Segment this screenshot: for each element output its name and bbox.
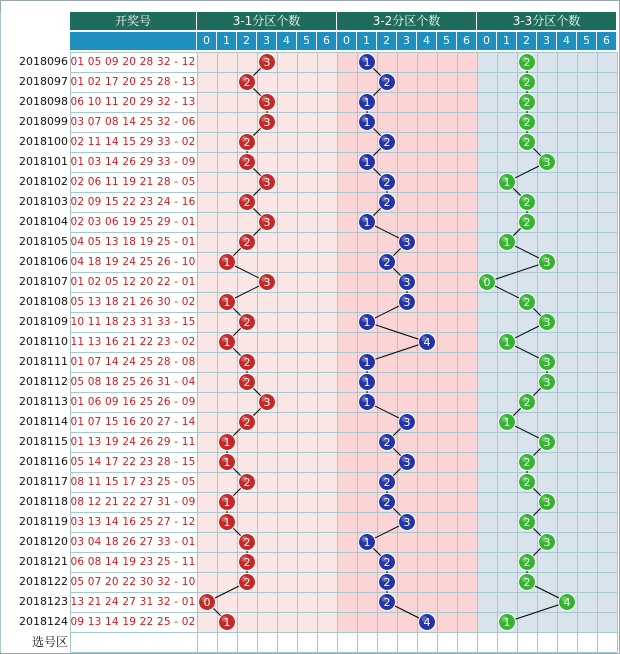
- ball-value: 2: [383, 136, 391, 149]
- zone3-ball: [519, 114, 536, 131]
- ball-value: 2: [383, 196, 391, 209]
- ball-value: 3: [543, 436, 551, 449]
- zone2-ball: [359, 54, 376, 71]
- ball-value: 2: [523, 76, 531, 89]
- zone1-ball: [239, 194, 256, 211]
- ball-value: 3: [403, 516, 411, 529]
- zone3-ball: [519, 214, 536, 231]
- zone3-ball: [499, 334, 516, 351]
- ball-value: 3: [543, 256, 551, 269]
- zone3-digit-header-1: 1: [497, 32, 517, 50]
- ball-value: 2: [523, 116, 531, 129]
- zone2-ball: [359, 114, 376, 131]
- period-label: 2018113: [19, 395, 68, 408]
- zone1-ball: [239, 414, 256, 431]
- period-label: 2018123: [19, 595, 68, 608]
- ball-value: 4: [423, 336, 431, 349]
- ball-value: 2: [243, 376, 251, 389]
- zone3-digit-header-3: 3: [537, 32, 557, 50]
- draw-numbers: 01 02 05 12 20 22 - 01: [70, 276, 196, 288]
- zone2-ball: [359, 214, 376, 231]
- period-label: 2018106: [19, 255, 68, 268]
- period-label: 2018099: [19, 115, 68, 128]
- ball-value: 2: [523, 196, 531, 209]
- zone1-ball: [219, 454, 236, 471]
- zone2-digit-header-5: 5: [437, 32, 457, 50]
- draw-numbers: 05 08 18 25 26 31 - 04: [70, 376, 196, 388]
- ball-value: 2: [243, 416, 251, 429]
- zone2-ball: [399, 234, 416, 251]
- ball-value: 3: [403, 456, 411, 469]
- ball-value: 3: [263, 56, 271, 69]
- period-label: 2018101: [19, 155, 68, 168]
- period-label: 2018116: [19, 455, 68, 468]
- ball-value: 2: [523, 96, 531, 109]
- ball-value: 1: [363, 316, 371, 329]
- zone1-ball: [219, 254, 236, 271]
- zone3-ball: [499, 234, 516, 251]
- zone1-ball: [219, 614, 236, 631]
- ball-value: 3: [263, 96, 271, 109]
- period-label: 2018124: [19, 615, 68, 628]
- ball-value: 1: [223, 336, 231, 349]
- zone3-ball: [539, 374, 556, 391]
- zone3-header: 3-3分区个数: [477, 12, 617, 30]
- draw-numbers: 11 13 16 21 22 23 - 02: [70, 336, 196, 348]
- draw-numbers: 01 07 15 16 20 27 - 14: [70, 416, 196, 428]
- period-label: 2018112: [19, 375, 68, 388]
- zone1-ball: [219, 434, 236, 451]
- zone2-ball: [379, 134, 396, 151]
- zone1-ball: [219, 334, 236, 351]
- zone1-ball: [259, 94, 276, 111]
- ball-value: 1: [503, 616, 511, 629]
- ball-value: 2: [383, 176, 391, 189]
- zone1-ball: [259, 274, 276, 291]
- ball-value: 1: [223, 436, 231, 449]
- zone2-ball: [399, 414, 416, 431]
- ball-value: 3: [403, 236, 411, 249]
- zone2-digit-header-4: 4: [417, 32, 437, 50]
- period-label: 2018120: [19, 535, 68, 548]
- zone1-ball: [239, 74, 256, 91]
- zone3-ball: [519, 54, 536, 71]
- draw-numbers: 02 09 15 22 23 24 - 16: [70, 196, 196, 208]
- ball-value: 2: [243, 536, 251, 549]
- period-label: 2018103: [19, 195, 68, 208]
- draw-numbers: 04 05 13 18 19 25 - 01: [70, 236, 196, 248]
- ball-value: 3: [403, 416, 411, 429]
- ball-value: 3: [543, 536, 551, 549]
- draw-numbers: 06 08 14 19 23 25 - 11: [70, 556, 196, 568]
- zone3-ball: [499, 414, 516, 431]
- zone3-ball: [519, 94, 536, 111]
- ball-value: 2: [243, 196, 251, 209]
- period-label: 2018121: [19, 555, 68, 568]
- zone1-ball: [219, 514, 236, 531]
- zone1-ball: [199, 594, 216, 611]
- ball-value: 3: [403, 296, 411, 309]
- zone3-digit-header-2: 2: [517, 32, 537, 50]
- zone2-ball: [379, 194, 396, 211]
- zone2-ball: [419, 614, 436, 631]
- zone3-digit-header-4: 4: [557, 32, 577, 50]
- zone1-ball: [239, 314, 256, 331]
- zone3-ball: [539, 154, 556, 171]
- draw-numbers: 08 12 21 22 27 31 - 09: [70, 496, 196, 508]
- zone1-ball: [259, 214, 276, 231]
- period-label: 2018115: [19, 435, 68, 448]
- draw-numbers: 04 18 19 24 25 26 - 10: [70, 256, 196, 268]
- zone2-ball: [359, 94, 376, 111]
- zone1-digit-header-5: 5: [297, 32, 317, 50]
- ball-value: 2: [243, 136, 251, 149]
- ball-value: 2: [383, 76, 391, 89]
- zone1-ball: [239, 554, 256, 571]
- zone1-ball: [219, 294, 236, 311]
- select-area-label: 选号区: [31, 635, 68, 649]
- zone1-ball: [219, 494, 236, 511]
- zone3-ball: [499, 174, 516, 191]
- draw-numbers: 01 02 17 20 25 28 - 13: [70, 76, 196, 88]
- zone1-header: 3-1分区个数: [197, 12, 337, 30]
- ball-value: 1: [363, 216, 371, 229]
- zone2-ball: [379, 254, 396, 271]
- zone1-ball: [239, 134, 256, 151]
- ball-value: 2: [523, 476, 531, 489]
- zone3-ball: [519, 294, 536, 311]
- draw-numbers: 01 05 09 20 28 32 - 12: [70, 56, 196, 68]
- zone1-digit-header-3: 3: [257, 32, 277, 50]
- zone3-ball: [539, 434, 556, 451]
- ball-value: 1: [363, 396, 371, 409]
- zone2-ball: [379, 554, 396, 571]
- zone3-ball: [519, 574, 536, 591]
- period-label: 2018111: [19, 355, 68, 368]
- zone3-ball: [519, 194, 536, 211]
- zone1-ball: [239, 574, 256, 591]
- ball-value: 1: [363, 376, 371, 389]
- zone2-ball: [359, 314, 376, 331]
- zone2-ball: [359, 394, 376, 411]
- zone1-ball: [239, 154, 256, 171]
- ball-value: 2: [523, 216, 531, 229]
- zone3-ball: [559, 594, 576, 611]
- ball-value: 1: [363, 356, 371, 369]
- period-label: 2018110: [19, 335, 68, 348]
- ball-value: 4: [563, 596, 571, 609]
- zone3-ball: [519, 394, 536, 411]
- draw-numbers: 03 13 14 16 25 27 - 12: [70, 516, 196, 528]
- zone2-digit-header-6: 6: [457, 32, 477, 50]
- zone3-ball: [519, 514, 536, 531]
- ball-value: 3: [543, 376, 551, 389]
- period-label: 2018100: [19, 135, 68, 148]
- ball-value: 4: [423, 616, 431, 629]
- zone2-digit-header-3: 3: [397, 32, 417, 50]
- zone3-ball: [519, 134, 536, 151]
- zone2-ball: [379, 574, 396, 591]
- ball-value: 3: [543, 356, 551, 369]
- period-label: 2018102: [19, 175, 68, 188]
- ball-value: 2: [523, 396, 531, 409]
- ball-value: 2: [383, 576, 391, 589]
- draw-numbers: 03 07 08 14 25 32 - 06: [70, 116, 196, 128]
- ball-value: 1: [363, 156, 371, 169]
- ball-value: 0: [483, 276, 491, 289]
- zone3-digit-header-0: 0: [477, 32, 497, 50]
- zone1-ball: [259, 174, 276, 191]
- ball-value: 2: [243, 156, 251, 169]
- zone1-digit-header-4: 4: [277, 32, 297, 50]
- ball-value: 2: [243, 236, 251, 249]
- ball-value: 3: [263, 396, 271, 409]
- ball-value: 1: [503, 236, 511, 249]
- zone3-ball: [519, 554, 536, 571]
- zone3-ball: [539, 494, 556, 511]
- draw-numbers: 01 06 09 16 25 26 - 09: [70, 396, 196, 408]
- zone2-ball: [399, 454, 416, 471]
- draw-numbers: 08 11 15 17 23 25 - 05: [70, 476, 196, 488]
- zone1-digit-header-0: 0: [197, 32, 217, 50]
- zone3-digit-header-6: 6: [597, 32, 617, 50]
- ball-value: 1: [223, 296, 231, 309]
- ball-value: 2: [243, 76, 251, 89]
- period-label: 2018114: [19, 415, 68, 428]
- ball-value: 3: [263, 116, 271, 129]
- ball-value: 2: [523, 56, 531, 69]
- ball-value: 2: [243, 576, 251, 589]
- zone2-ball: [379, 474, 396, 491]
- zone2-ball: [399, 514, 416, 531]
- zone2-ball: [379, 494, 396, 511]
- zone3-ball: [519, 454, 536, 471]
- ball-value: 1: [503, 176, 511, 189]
- ball-value: 1: [363, 536, 371, 549]
- zone2-ball: [359, 374, 376, 391]
- draw-numbers: 01 13 19 24 26 29 - 11: [70, 436, 196, 448]
- period-label: 2018104: [19, 215, 68, 228]
- draw-number-header: 开奖号: [70, 12, 197, 30]
- zone3-ball: [519, 74, 536, 91]
- period-label: 2018098: [19, 95, 68, 108]
- ball-value: 1: [363, 56, 371, 69]
- ball-value: 2: [523, 136, 531, 149]
- draw-numbers: 02 06 11 19 21 28 - 05: [70, 176, 196, 188]
- zone2-ball: [399, 274, 416, 291]
- draw-numbers: 02 11 14 15 29 33 - 02: [70, 136, 196, 148]
- draw-numbers: 09 13 14 19 22 25 - 02: [70, 616, 196, 628]
- zone3-ball: [539, 254, 556, 271]
- ball-value: 2: [243, 356, 251, 369]
- ball-value: 3: [543, 316, 551, 329]
- ball-value: 1: [223, 616, 231, 629]
- ball-value: 2: [383, 556, 391, 569]
- ball-value: 2: [523, 516, 531, 529]
- draw-numbers: 02 03 06 19 25 29 - 01: [70, 216, 196, 228]
- ball-value: 1: [363, 116, 371, 129]
- draw-numbers: 03 04 18 26 27 33 - 01: [70, 536, 196, 548]
- draw-numbers: 06 10 11 20 29 32 - 13: [70, 96, 196, 108]
- ball-value: 1: [223, 256, 231, 269]
- ball-value: 1: [503, 336, 511, 349]
- ball-value: 2: [523, 556, 531, 569]
- zone2-header: 3-2分区个数: [337, 12, 477, 30]
- zone3-ball: [499, 614, 516, 631]
- zone2-ball: [359, 354, 376, 371]
- ball-value: 1: [503, 416, 511, 429]
- period-label: 2018107: [19, 275, 68, 288]
- zone2-ball: [379, 74, 396, 91]
- zone2-ball: [419, 334, 436, 351]
- zone1-digit-header-1: 1: [217, 32, 237, 50]
- draw-numbers: 05 07 20 22 30 32 - 10: [70, 576, 196, 588]
- ball-value: 2: [383, 496, 391, 509]
- period-label: 2018108: [19, 295, 68, 308]
- period-label: 2018097: [19, 75, 68, 88]
- ball-value: 3: [543, 156, 551, 169]
- ball-value: 2: [523, 576, 531, 589]
- ball-value: 2: [523, 456, 531, 469]
- period-label: 2018105: [19, 235, 68, 248]
- zone1-digit-header-6: 6: [317, 32, 337, 50]
- ball-value: 2: [383, 256, 391, 269]
- ball-value: 3: [263, 176, 271, 189]
- ball-value: 1: [223, 496, 231, 509]
- ball-value: 1: [363, 96, 371, 109]
- ball-value: 2: [243, 556, 251, 569]
- ball-value: 1: [223, 516, 231, 529]
- zone2-ball: [379, 434, 396, 451]
- ball-value: 2: [243, 476, 251, 489]
- zone2-digit-header-2: 2: [377, 32, 397, 50]
- period-label: 2018119: [19, 515, 68, 528]
- draw-numbers: 01 03 14 26 29 33 - 09: [70, 156, 196, 168]
- draw-numbers: 05 13 18 21 26 30 - 02: [70, 296, 196, 308]
- ball-value: 2: [243, 316, 251, 329]
- period-label: 2018109: [19, 315, 68, 328]
- zone2-ball: [379, 174, 396, 191]
- ball-value: 3: [403, 276, 411, 289]
- zone2-ball: [359, 154, 376, 171]
- ball-value: 3: [263, 216, 271, 229]
- draw-numbers: 10 11 18 23 31 33 - 15: [70, 316, 196, 328]
- period-label: 2018118: [19, 495, 68, 508]
- draw-numbers: 01 07 14 24 25 28 - 08: [70, 356, 196, 368]
- ball-value: 2: [383, 436, 391, 449]
- zone1-ball: [239, 354, 256, 371]
- ball-value: 2: [383, 476, 391, 489]
- zone1-digit-header-2: 2: [237, 32, 257, 50]
- draw-numbers: 05 14 17 22 23 28 - 15: [70, 456, 196, 468]
- zone1-ball: [239, 474, 256, 491]
- zone2-ball: [399, 294, 416, 311]
- ball-value: 2: [523, 296, 531, 309]
- ball-value: 2: [383, 596, 391, 609]
- draw-numbers: 13 21 24 27 31 32 - 01: [70, 596, 196, 608]
- zone1-ball: [239, 374, 256, 391]
- zone1-ball: [239, 234, 256, 251]
- zone1-ball: [259, 54, 276, 71]
- zone1-ball: [259, 114, 276, 131]
- zone3-ball: [479, 274, 496, 291]
- zone3-ball: [519, 474, 536, 491]
- zone3-ball: [539, 534, 556, 551]
- ball-value: 3: [543, 496, 551, 509]
- period-label: 2018117: [19, 475, 68, 488]
- zone3-ball: [539, 314, 556, 331]
- period-label: 2018122: [19, 575, 68, 588]
- zone1-ball: [239, 534, 256, 551]
- zone2-digit-header-0: 0: [337, 32, 357, 50]
- ball-value: 3: [263, 276, 271, 289]
- zone3-digit-header-5: 5: [577, 32, 597, 50]
- zone2-ball: [359, 534, 376, 551]
- ball-value: 1: [223, 456, 231, 469]
- zone3-ball: [539, 354, 556, 371]
- ball-value: 0: [203, 596, 211, 609]
- zone1-ball: [259, 394, 276, 411]
- period-label: 2018096: [19, 55, 68, 68]
- zone2-ball: [379, 594, 396, 611]
- zone2-digit-header-1: 1: [357, 32, 377, 50]
